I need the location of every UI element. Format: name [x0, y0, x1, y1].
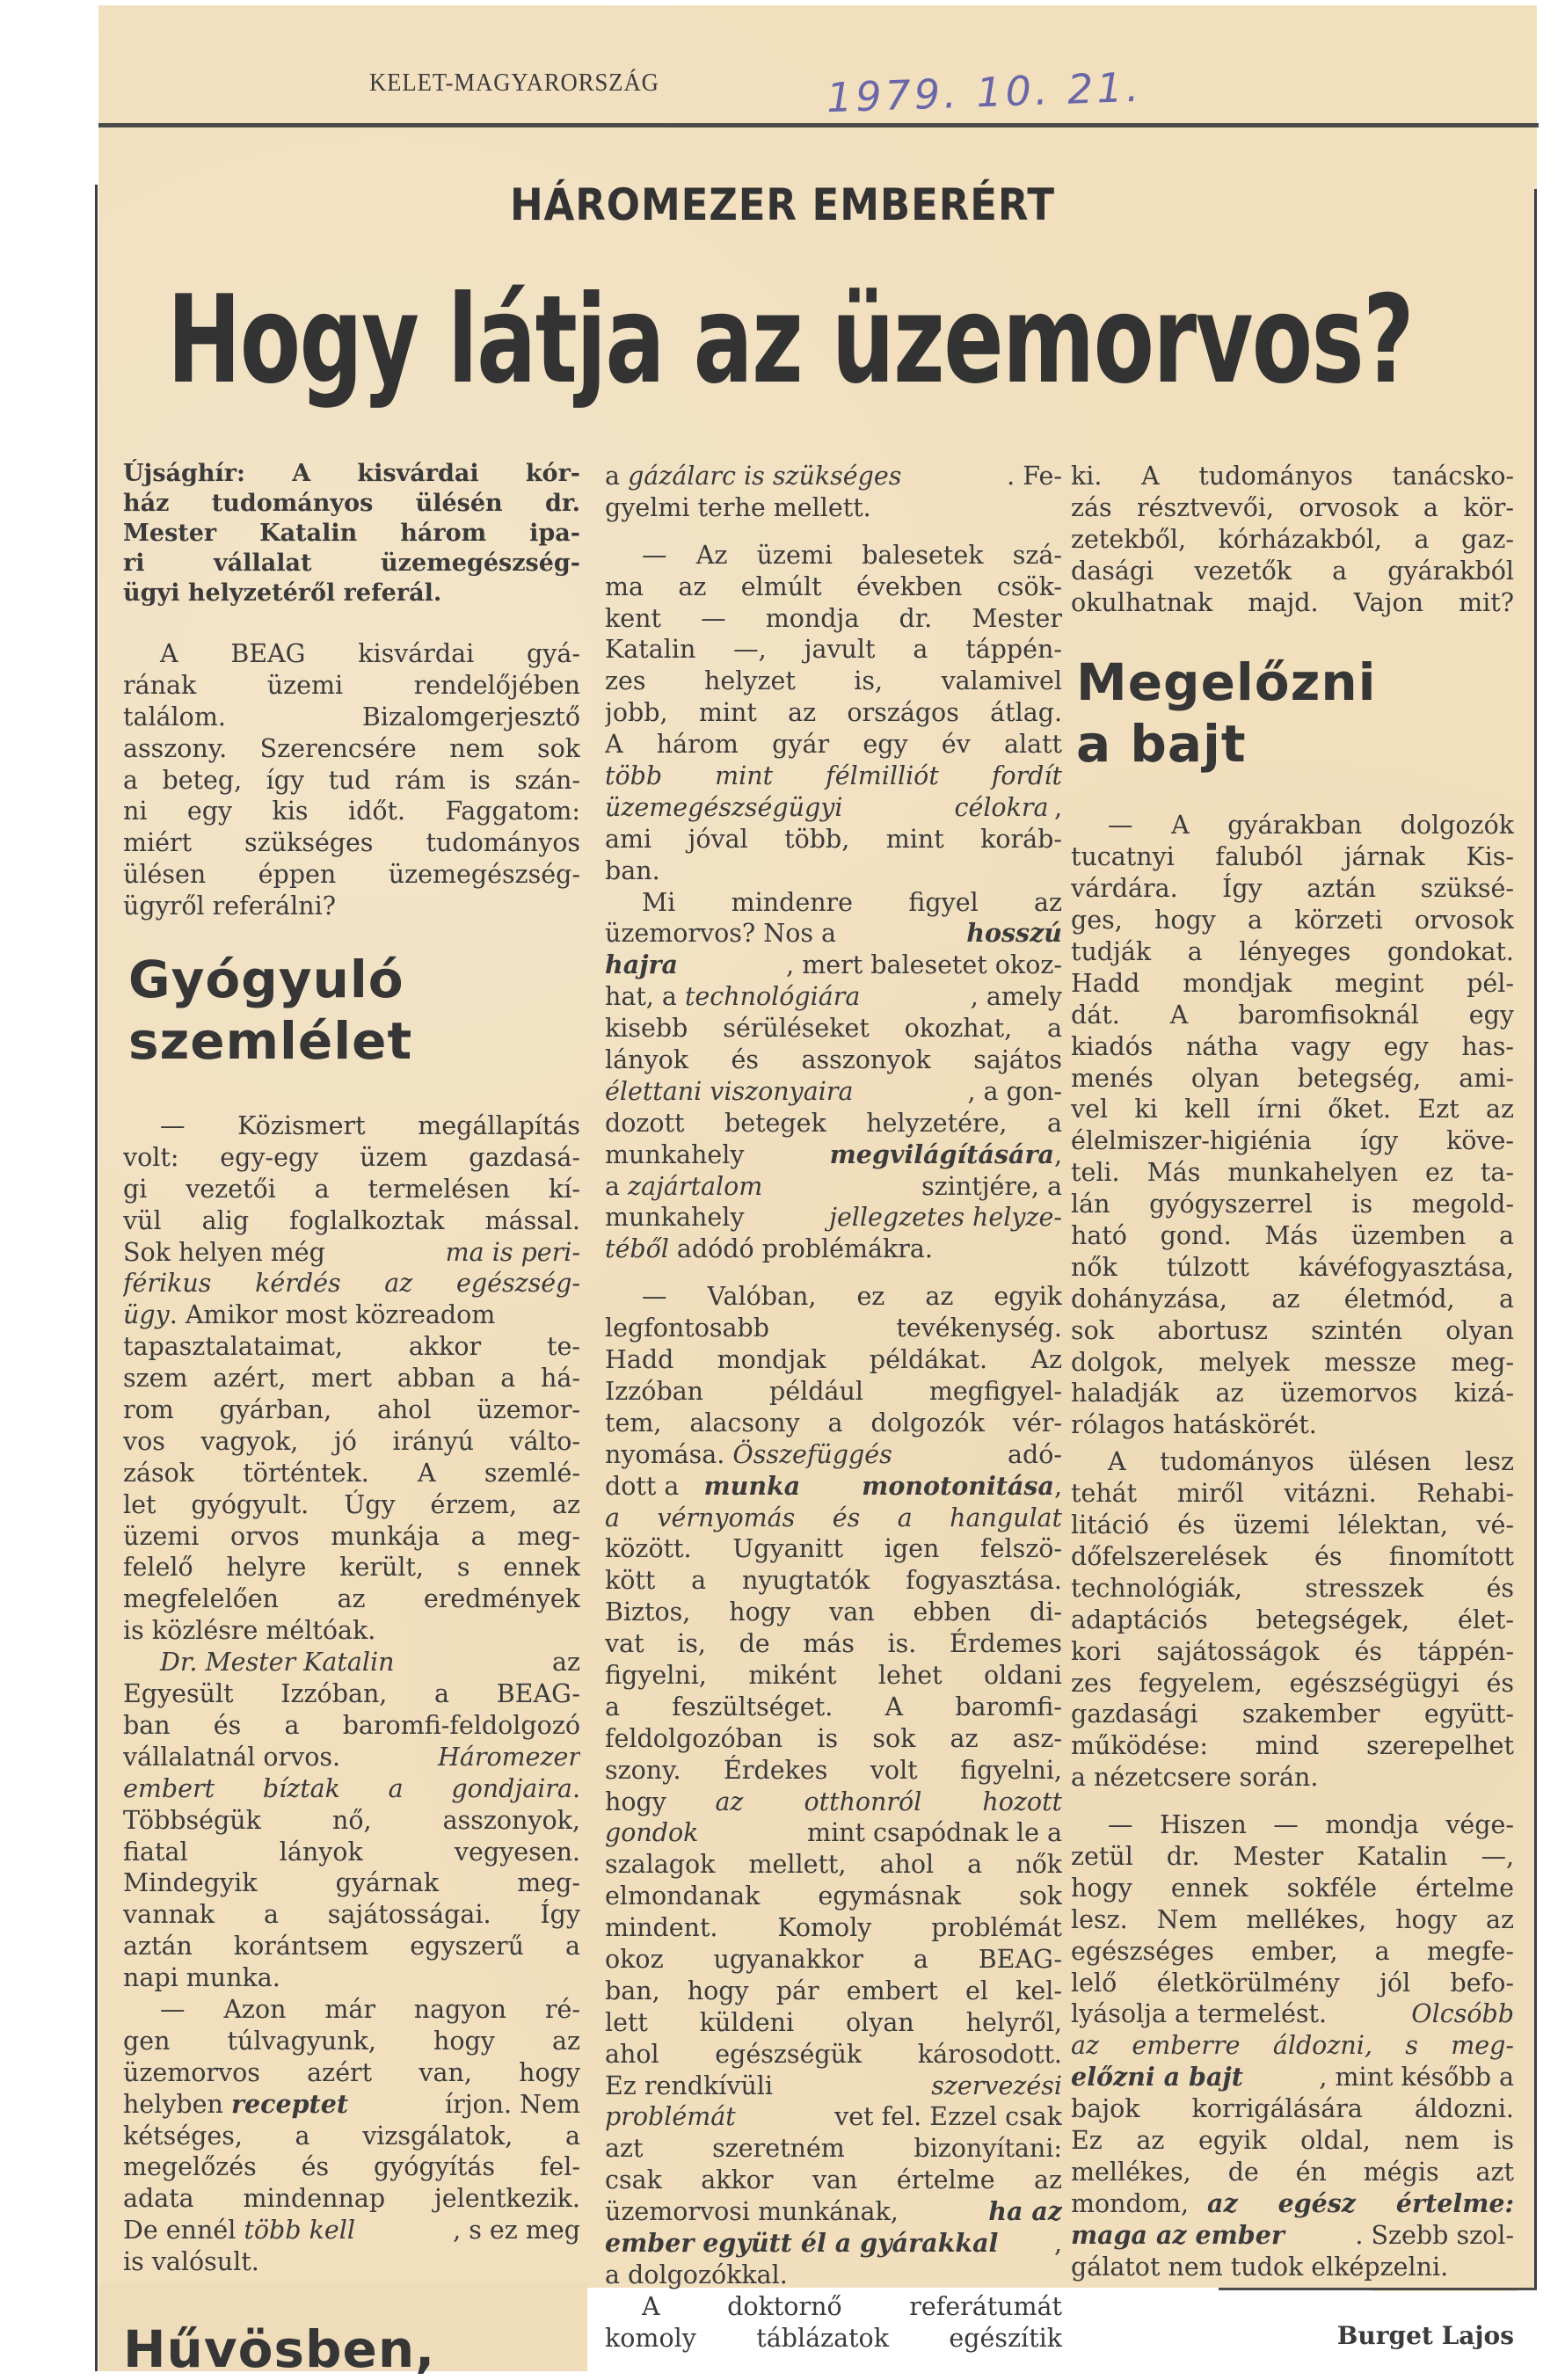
- text-line: ban, hogy pár embert el kel-: [605, 1976, 1062, 2005]
- text-span: [605, 981, 860, 1013]
- text-span: [830, 1139, 1062, 1171]
- text-line: zetekből, kórházakból, a gaz-: [1071, 524, 1514, 554]
- text-line: Hadd mondjak megint pél-: [1071, 968, 1514, 998]
- text-line: jobb, mint az országos átlag.: [605, 698, 1062, 728]
- emphasis: az otthonról hozott: [715, 1787, 1062, 1816]
- text-span: mondom,: [1071, 2188, 1190, 2218]
- emphasis: gázálarc is szükséges: [628, 462, 902, 491]
- text-line: [605, 1471, 1062, 1503]
- text-line: ki. A tudományos tanácsko-: [1071, 462, 1514, 491]
- text-line: Katalin —, javult a táppén-: [605, 635, 1062, 665]
- paragraph: [123, 1647, 580, 1994]
- emphasis: megvilágítására: [829, 1139, 1054, 1169]
- text-line: [123, 1237, 580, 1269]
- lead-line: ügyi helyzetéről referál.: [123, 579, 442, 607]
- text-line: gazdasági szakember együtt-: [1071, 1699, 1514, 1729]
- text-line: rom gyárban, ahol üzemor-: [123, 1395, 580, 1425]
- text-span: . Fe-: [1007, 462, 1062, 491]
- text-line: gálatot nem tudok elképzelni.: [1071, 2252, 1449, 2282]
- text-line: kori sajátosságok és táppén-: [1071, 1636, 1514, 1666]
- text-line: mindent. Komoly problémát: [605, 1913, 1062, 1943]
- text-line: legfontosabb tevékenység.: [605, 1314, 1062, 1343]
- text-line: üzemi orvos munkája a meg-: [123, 1521, 580, 1551]
- emphasis: élettani viszonyaira: [605, 1076, 854, 1106]
- text-line: Hadd mondjak példákat. Az: [605, 1345, 1062, 1375]
- text-line: gi vezetői a termelésen kí-: [123, 1174, 580, 1204]
- text-span: De ennél: [123, 2216, 244, 2245]
- emphasis: ma is peri-: [445, 1237, 580, 1267]
- emphasis: Olcsóbb: [1411, 1999, 1514, 2029]
- text-line: ban és a baromfi-feldolgozó: [123, 1710, 580, 1740]
- text-line: — A gyárakban dolgozók: [1108, 811, 1514, 841]
- text-line-emphasis: több mint félmilliót fordít: [605, 761, 1062, 791]
- text-line: aztán korántsem egyszerű a: [123, 1932, 580, 1961]
- text-line: zes fegyelem, egészségügyi és: [1071, 1668, 1514, 1698]
- text-line: a nézetcsere során.: [1071, 1763, 1319, 1793]
- text-line: — Azon már nagyon ré-: [160, 1994, 580, 2024]
- text-span: , amely: [970, 982, 1062, 1012]
- text-line: [605, 1202, 1062, 1234]
- text-span: . Amikor most közreadom: [169, 1300, 496, 1330]
- text-line: nők túlzott kávéfogyasztása,: [1071, 1252, 1514, 1282]
- text-line: a beteg, így tud rám is szán-: [123, 765, 580, 795]
- text-span: , a gon-: [967, 1076, 1062, 1106]
- handwritten-date: 1979. 10. 21.: [826, 62, 1144, 122]
- text-line: mellékes, de én mégis azt: [1071, 2157, 1514, 2187]
- text-line: [605, 1171, 1062, 1203]
- text-line: dasági vezetők a gyárakból: [1071, 556, 1514, 586]
- text-line: [1071, 2062, 1514, 2093]
- emphasis: az egész értelme:: [1207, 2187, 1514, 2218]
- text-span: vet fel. Ezzel csak: [834, 2102, 1062, 2132]
- text-line: [123, 1742, 580, 1773]
- text-line: lelő életkörülmény jól befo-: [1071, 1968, 1514, 1998]
- article-kicker: HÁROMEZER EMBERÉRT: [509, 179, 1056, 230]
- paragraph: [123, 638, 580, 922]
- text-line: Mindegyik gyárnak meg-: [123, 1868, 580, 1898]
- subheading-line: Hűvösben,: [123, 2318, 436, 2379]
- text-line-emphasis: az emberre áldozni, s meg-: [1071, 2031, 1514, 2061]
- emphasis: embert bíztak a gondjaira: [123, 1773, 572, 1803]
- text-line: kiadós nátha vagy egy has-: [1071, 1031, 1514, 1061]
- text-span: [605, 1439, 892, 1471]
- text-line: teli. Más munkahelyen ez ta-: [1071, 1158, 1514, 1188]
- text-line: [123, 1647, 580, 1678]
- text-line: tem, alacsony a dolgozók vér-: [605, 1408, 1062, 1437]
- text-span: lyásolja a termelést.: [1071, 1999, 1327, 2029]
- text-line: Biztos, hogy van ebben di-: [605, 1598, 1062, 1627]
- text-line: [1071, 1998, 1514, 2030]
- text-line: megfelelően az eredmények: [123, 1584, 580, 1614]
- text-line: élelmiszer-higiénia így köve-: [1071, 1126, 1514, 1156]
- text-line: figyelni, miként lehet oldani: [605, 1660, 1062, 1690]
- text-line: bajok korrigálására áldozni.: [1071, 2094, 1514, 2124]
- text-span: nyomása.: [605, 1439, 733, 1469]
- masthead-rule: [98, 123, 1539, 127]
- text-line: között. Ugyanitt igen felszö-: [605, 1534, 1062, 1564]
- paragraph: [605, 887, 1062, 1266]
- text-line: ni egy kis időt. Faggatom:: [123, 797, 580, 826]
- lead-line: Újsághír: A kisvárdai kór-: [123, 460, 580, 487]
- text-line: zetül dr. Mester Katalin —,: [1071, 1841, 1514, 1871]
- text-line: [123, 2089, 580, 2121]
- text-line: [1071, 2220, 1514, 2252]
- paragraph: [1071, 461, 1514, 618]
- text-span: munkahely: [605, 1139, 745, 1169]
- emphasis: problémát: [605, 2102, 736, 2132]
- text-line: [605, 2196, 1062, 2228]
- text-line: [605, 950, 1062, 981]
- text-line: haladják az üzemorvos kizá-: [1071, 1379, 1514, 1408]
- text-line: hogy ennek sokféle értelme: [1071, 1873, 1514, 1903]
- text-span: ,: [1053, 1471, 1062, 1501]
- emphasis: receptet: [230, 2088, 348, 2119]
- subheading-line: Gyógyuló: [128, 950, 404, 1010]
- lead-line: ház tudományos ülésén dr.: [123, 490, 580, 517]
- emphasis: üzemegészségügyi célokra: [605, 792, 1049, 822]
- newspaper-masthead: KELET-MAGYARORSZÁG: [369, 69, 659, 97]
- text-line: ahol egészségük károsodott.: [605, 2039, 1062, 2069]
- text-line: egészséges ember, a megfe-: [1071, 1936, 1514, 1966]
- text-span: adó-: [1007, 1439, 1062, 1469]
- text-line: [605, 461, 1062, 492]
- text-line: működése: mind szerepelhet: [1071, 1731, 1514, 1761]
- text-line: a dolgozókkal.: [605, 2260, 788, 2289]
- text-line: Mi mindenre figyel az: [642, 887, 1062, 917]
- paragraph: [605, 2291, 1062, 2355]
- text-line: A tudományos ülésen lesz: [1108, 1447, 1514, 1477]
- text-line: A doktornő referátumát: [642, 2291, 1062, 2321]
- text-span: . Szebb szol-: [1355, 2220, 1514, 2250]
- text-line: A BEAG kisvárdai gyá-: [160, 639, 580, 668]
- paragraph: [605, 540, 1062, 887]
- text-span: hogy: [605, 1787, 666, 1816]
- text-line: üzemorvos azért van, hogy: [123, 2057, 580, 2087]
- subheading-line: Megelőzni: [1076, 652, 1377, 713]
- emphasis: maga az ember: [1071, 2219, 1285, 2250]
- text-line: Izzóban például megfigyel-: [605, 1376, 1062, 1406]
- text-line: komoly táblázatok egészítik: [605, 2323, 1062, 2353]
- text-line: zás résztvevői, orvosok a kör-: [1071, 492, 1514, 522]
- subheading-gyogyulo-szemlelet: [123, 922, 580, 1110]
- text-span: üzemorvos? Nos a: [605, 919, 837, 949]
- text-line: kött a nyugtatók fogyasztása.: [605, 1566, 1062, 1596]
- text-line: vat is, de más is. Érdemes: [605, 1629, 1062, 1659]
- text-line-emphasis: a vérnyomás és a hangulat: [605, 1503, 1062, 1532]
- text-span: az: [551, 1648, 580, 1678]
- text-line: [605, 2071, 1062, 2102]
- text-span: Ez rendkívüli: [605, 2071, 774, 2100]
- text-line: okulhatnak majd. Vajon mit?: [1071, 587, 1514, 617]
- emphasis: több kell: [244, 2216, 355, 2245]
- text-line: fiatal lányok vegyesen.: [123, 1837, 580, 1867]
- text-line: volt: egy-egy üzem gazdasá-: [123, 1142, 580, 1172]
- text-line: a feszültséget. A baromfi-: [605, 1692, 1062, 1721]
- text-line: [605, 2228, 1062, 2260]
- subheading-huvosben: [123, 2278, 580, 2380]
- text-line: litáció és üzemi lélektan, vé-: [1071, 1510, 1514, 1540]
- text-line: sok abortusz szintén olyan: [1071, 1315, 1514, 1345]
- text-line: vos vagyok, jó irányú válto-: [123, 1426, 580, 1456]
- text-line: rólagos hatáskörét.: [1071, 1410, 1317, 1440]
- emphasis: zajártalom: [628, 1171, 763, 1201]
- lead-line: ri vállalat üzemegészség-: [123, 550, 580, 577]
- text-span: üzemorvosi munkának,: [605, 2197, 899, 2227]
- text-line: tapasztalataimat, akkor te-: [123, 1332, 580, 1362]
- text-span: hat, a: [605, 982, 685, 1012]
- author-byline: Burget Lajos: [1336, 2321, 1514, 2351]
- text-line: vel ki kell írni őket. Ezt az: [1071, 1095, 1514, 1124]
- text-line: [605, 918, 1062, 950]
- text-span: [605, 461, 901, 492]
- emphasis: ha az: [988, 2196, 1062, 2227]
- text-line: találom. Bizalomgerjesztő: [123, 702, 580, 731]
- text-line: [605, 1787, 1062, 1818]
- text-span: ,: [1053, 792, 1062, 822]
- text-line: [605, 1139, 1062, 1171]
- text-line: asszony. Szerencsére nem sok: [123, 733, 580, 763]
- article-frame-left: [95, 185, 98, 2371]
- text-line: lett küldeni olyan helyről,: [605, 2007, 1062, 2037]
- text-line: tucatnyi faluból járnak Kis-: [1071, 842, 1514, 872]
- text-line: ges, hogy a körzeti orvosok: [1071, 906, 1514, 935]
- text-line: dőfelszerelések és finomított: [1071, 1541, 1514, 1571]
- text-line: [605, 981, 1062, 1013]
- text-line: lesz. Nem mellékes, hogy az: [1071, 1904, 1514, 1934]
- emphasis: hosszú: [966, 918, 1062, 949]
- text-line: szalagok mellett, ahol a nők: [605, 1850, 1062, 1880]
- text-line: [1071, 2188, 1514, 2220]
- paragraph: [605, 1281, 1062, 2291]
- text-line: kisebb sérüléseket okozhat, a: [605, 1014, 1062, 1044]
- text-line: zes helyzet is, valamivel: [605, 666, 1062, 696]
- text-line: dozott betegek helyzetére, a: [605, 1108, 1062, 1138]
- text-line: technológiák, stresszek és: [1071, 1573, 1514, 1603]
- text-line: lányok és asszonyok sajátos: [605, 1045, 1062, 1075]
- text-span: Sok helyen még: [123, 1237, 325, 1267]
- emphasis: Dr. Mester Katalin: [160, 1648, 395, 1678]
- text-span: [123, 2089, 348, 2121]
- lead-line: Mester Katalin három ipa-: [123, 520, 580, 547]
- text-line: is valósult.: [123, 2247, 259, 2277]
- text-line: dát. A baromfisoknál egy: [1071, 1000, 1514, 1030]
- text-span: munkahely: [605, 1203, 745, 1233]
- emphasis: gondok: [605, 1818, 699, 1848]
- text-span: vállalatnál orvos.: [123, 1742, 341, 1772]
- text-line: ülésen éppen üzemegészség-: [123, 860, 580, 890]
- text-span: helyben: [123, 2089, 231, 2119]
- text-line: vannak a sajátosságai. Így: [123, 1900, 580, 1930]
- text-line: tehát miről vitázni. Rehabi-: [1071, 1479, 1514, 1509]
- column-3: [1071, 461, 1514, 2350]
- text-line: ható gond. Más üzemben a: [1071, 1221, 1514, 1251]
- text-line: feldolgozóban is sok az asz-: [605, 1723, 1062, 1753]
- text-line: felelő helyre került, s ennek: [123, 1553, 580, 1583]
- text-span: írjon. Nem: [444, 2089, 580, 2119]
- text-span: [123, 2215, 355, 2246]
- text-line: gyelmi terhe mellett.: [605, 492, 871, 522]
- text-line: gen túlvagyunk, hogy az: [123, 2026, 580, 2056]
- text-line: [605, 1076, 1062, 1108]
- paragraph: [1071, 810, 1514, 1441]
- emphasis: munka monotonitása: [703, 1470, 1054, 1501]
- text-line: [605, 792, 1062, 824]
- text-line: adaptációs betegségek, élet-: [1071, 1605, 1514, 1634]
- text-line: [123, 1773, 580, 1805]
- text-span: a: [605, 462, 629, 491]
- emphasis: előzni a bajt: [1071, 2062, 1243, 2093]
- subheading-megelozni-a-bajt: [1071, 618, 1514, 810]
- text-line: napi munka.: [123, 1963, 280, 1993]
- text-line: adata mindennap jelentkezik.: [123, 2184, 580, 2214]
- text-line: ami jóval több, mint koráb-: [605, 824, 1062, 854]
- text-line: — Az üzemi balesetek szá-: [642, 540, 1062, 570]
- subheading-line: szemlélet: [128, 1011, 413, 1072]
- emphasis: szervezési: [931, 2071, 1062, 2100]
- column-1: [123, 459, 580, 2380]
- text-span: .: [571, 1773, 580, 1803]
- text-line: ban.: [605, 855, 660, 885]
- paragraph: [605, 461, 1062, 524]
- text-line: — Hiszen — mondja vége-: [1108, 1810, 1514, 1840]
- text-line: is közlésre méltóak.: [123, 1616, 376, 1646]
- subheading-line: a bajt: [1076, 714, 1247, 775]
- text-span: ,: [1053, 2228, 1062, 2258]
- text-line: lán gyógyszerrel is megold-: [1071, 1190, 1514, 1219]
- text-span: , s ez meg: [453, 2216, 580, 2245]
- text-span: [123, 1299, 495, 1331]
- text-span: , mint később a: [1319, 2063, 1514, 2093]
- text-span: szintjére, a: [921, 1171, 1062, 1201]
- column-2: [605, 461, 1062, 2355]
- text-line: elmondanak egymásnak sok: [605, 1881, 1062, 1911]
- text-line: [605, 1439, 1062, 1471]
- text-line: dohányzása, az életmód, a: [1071, 1284, 1514, 1314]
- text-line-emphasis: férikus kérdés az egészség-: [123, 1269, 580, 1299]
- text-span: , mert balesetet okoz-: [786, 950, 1062, 980]
- text-line: vül alig foglalkoztak mással.: [123, 1205, 580, 1235]
- text-line: [605, 2101, 1062, 2133]
- paragraph: [1071, 1809, 1514, 2282]
- emphasis: technológiára: [684, 982, 861, 1012]
- text-line: zások történtek. A szemlé-: [123, 1458, 580, 1488]
- text-line: — Valóban, ez az egyik: [642, 1282, 1062, 1312]
- emphasis: hajra: [605, 950, 678, 980]
- emphasis: téből: [605, 1234, 669, 1264]
- paragraph: [123, 1110, 580, 1647]
- emphasis: ügy: [123, 1300, 170, 1330]
- text-span: ,: [1053, 1139, 1062, 1169]
- text-span: [703, 1471, 1062, 1503]
- text-line: rának üzemi rendelőjében: [123, 670, 580, 700]
- text-line: szony. Érdekes volt figyelni,: [605, 1755, 1062, 1785]
- text-line: let gyógyult. Úgy érzem, az: [123, 1489, 580, 1519]
- text-line: szem azért, mert abban a há-: [123, 1364, 580, 1394]
- text-span: a: [605, 1171, 629, 1201]
- text-line: ma az elmúlt években csök-: [605, 571, 1062, 601]
- text-line: A három gyár egy év alatt: [605, 730, 1062, 760]
- text-line: [605, 1817, 1062, 1849]
- text-line: [123, 1299, 580, 1331]
- text-line: dolgok, melyek messze meg-: [1071, 1347, 1514, 1377]
- paragraph: [1071, 1446, 1514, 1794]
- paragraph: [123, 1994, 580, 2278]
- text-line: ügyről referálni?: [123, 892, 337, 921]
- text-line: kent — mondja dr. Mester: [605, 603, 1062, 633]
- text-line: megelőzés és gyógyítás fel-: [123, 2152, 580, 2182]
- article-lead: [123, 459, 580, 608]
- article-frame-right: [1534, 189, 1537, 2290]
- emphasis: Háromezer: [437, 1742, 580, 1772]
- text-line: menés olyan betegség, ami-: [1071, 1063, 1514, 1093]
- text-line: miért szükséges tudományos: [123, 828, 580, 858]
- text-line: [123, 2215, 580, 2246]
- text-line: Többségük nő, asszonyok,: [123, 1805, 580, 1835]
- text-line: azt szeretném bizonyítani:: [605, 2134, 1062, 2164]
- emphasis: jellegzetes helyze-: [829, 1203, 1062, 1233]
- text-line: Egyesült Izzóban, a BEAG-: [123, 1679, 580, 1709]
- text-line: okoz ugyanakkor a BEAG-: [605, 1944, 1062, 1974]
- article-headline: Hogy látja az üzemorvos?: [167, 269, 1414, 411]
- text-line: [605, 1234, 1062, 1265]
- text-span: dott a: [605, 1471, 680, 1501]
- text-span: [605, 1171, 762, 1203]
- emphasis: ember együtt él a gyárakkal: [605, 2227, 999, 2258]
- text-line: kétséges, a vizsgálatok, a: [123, 2121, 580, 2151]
- text-span: adódó problémákra.: [668, 1234, 933, 1264]
- text-line: várdára. Így aztán szüksé-: [1071, 874, 1514, 904]
- text-line: — Közismert megállapítás: [160, 1111, 580, 1141]
- text-line: csak akkor van értelme az: [605, 2165, 1062, 2195]
- text-line: tudják a lényeges gondokat.: [1071, 937, 1514, 967]
- emphasis: Összefüggés: [732, 1439, 892, 1469]
- text-span: mint csapódnak le a: [807, 1818, 1062, 1848]
- text-line: Ez az egyik oldal, nem is: [1071, 2125, 1514, 2155]
